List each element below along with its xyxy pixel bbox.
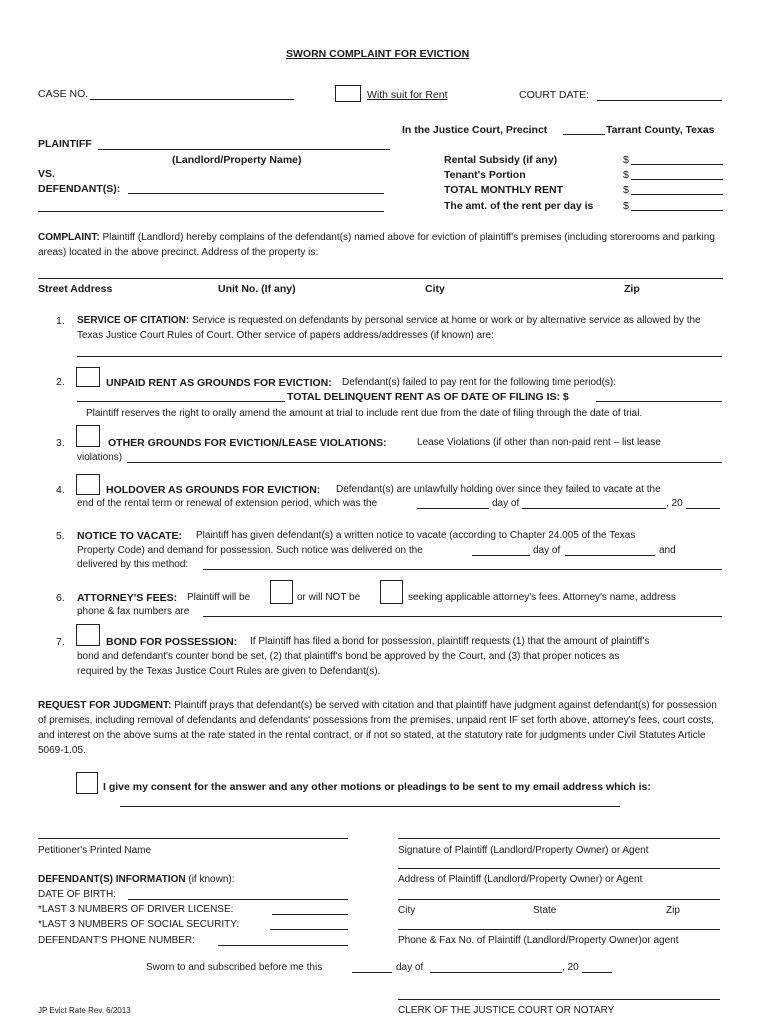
item-2-reserve-text: Plaintiff reserves the right to orally amend the amount at trial to include rent due from the date of filing through the date of trial. xyxy=(86,408,643,419)
plaintiff-phone-line[interactable] xyxy=(398,929,720,930)
dob-field[interactable] xyxy=(128,899,348,900)
lease-violations-field[interactable] xyxy=(127,462,722,463)
item-6-phone-label: phone & fax numbers are xyxy=(77,606,190,617)
item-3-continued: violations) xyxy=(77,452,123,463)
holdover-checkbox[interactable] xyxy=(76,474,100,495)
item-4-text: Defendant(s) are unlawfully holding over since they failed to vacate at the xyxy=(336,484,661,495)
defendants-field-2[interactable] xyxy=(38,211,384,212)
item-4-continued: end of the rental term or renewal of extension period, which was the xyxy=(77,498,378,509)
case-no-label: CASE NO. xyxy=(38,88,89,100)
clerk-signature-line[interactable] xyxy=(398,999,720,1000)
street-address-label: Street Address xyxy=(38,283,113,295)
petitioner-name-label: Petitioner's Printed Name xyxy=(38,845,152,856)
item-5-text: Plaintiff has given defendant(s) a written notice to vacate (according to Chapter 24.005 of the Texas xyxy=(196,530,636,541)
defendants-field-1[interactable] xyxy=(128,193,384,194)
rental-subsidy-label: Rental Subsidy (if any) xyxy=(444,154,558,166)
item-5-line-3: delivered by this method: xyxy=(77,559,189,570)
ssn-label: *LAST 3 NUMBERS OF SOCIAL SECURITY: xyxy=(38,919,240,930)
service-address-field[interactable] xyxy=(77,356,722,357)
defendant-info-label: DEFENDANT(S) INFORMATION xyxy=(38,874,186,885)
unit-no-label: Unit No. (If any) xyxy=(218,283,296,295)
item-2-text: Defendant(s) failed to pay rent for the following time period(s): xyxy=(342,377,617,388)
item-1-text: Service is requested on defendants by personal service at home or work or by alternative service as allowed by the Texas Justice Court Rules of Court. Other service of papers address/addresses (if known) are: xyxy=(77,315,701,341)
court-date-field[interactable] xyxy=(597,100,722,101)
complaint-text: Plaintiff (Landlord) hereby complains of the defendant(s) named above for eviction of plaintiff's premises (including storerooms and parking areas) located in the above precinct. Address of the property is: xyxy=(38,232,715,258)
total-delinquent-label: TOTAL DELINQUENT RENT AS OF DATE OF FILING IS: $ xyxy=(287,391,569,403)
county-label: Tarrant County, Texas xyxy=(606,124,715,136)
attorney-info-field[interactable] xyxy=(203,616,722,617)
ssn-field[interactable] xyxy=(270,929,348,930)
complaint-paragraph xyxy=(38,230,718,260)
property-address-field[interactable] xyxy=(38,278,723,279)
court-date-label: COURT DATE: xyxy=(519,89,590,101)
precinct-field[interactable] xyxy=(563,134,605,135)
vs-label: VS. xyxy=(38,168,55,180)
justice-court-label: In the Justice Court, Precinct xyxy=(402,124,548,136)
tenant-portion-label: Tenant's Portion xyxy=(444,169,526,181)
item-3-number: 3. xyxy=(56,437,65,449)
item-1-label: SERVICE OF CITATION: xyxy=(77,315,190,326)
judgment-text: Plaintiff prays that defendant(s) be served with citation and that plaintiff have judgment against defendant(s) for possession of premises, including removal of defendants and defendants' possessions from the premises, unpaid rent IF set forth above, attorney's fees, court costs, and interest on the above sums at the rate stated in the rental contract, or if not so stated, at the statutory rate for judgments under Civil Statutes Article 5069-1.05. xyxy=(38,700,717,756)
time-period-field[interactable] xyxy=(77,401,285,402)
holdover-day-field[interactable] xyxy=(417,508,489,509)
item-6-will-be: Plaintiff will be xyxy=(187,592,251,603)
item-4-number: 4. xyxy=(56,484,65,496)
plaintiff-city-state-zip-line[interactable] xyxy=(398,899,720,900)
total-rent-label: TOTAL MONTHLY RENT xyxy=(444,184,564,196)
item-4-day-of: day of xyxy=(492,498,520,509)
defendant-phone-field[interactable] xyxy=(218,945,348,946)
attorney-fees-will-checkbox[interactable] xyxy=(270,580,293,604)
dollar-sign-1: $ xyxy=(623,154,629,166)
delivery-method-field[interactable] xyxy=(203,569,722,570)
item-5-number: 5. xyxy=(56,530,65,542)
dob-label: DATE OF BIRTH: xyxy=(38,889,116,900)
signature-label: Signature of Plaintiff (Landlord/Property Owner) or Agent xyxy=(398,845,649,856)
dollar-sign-2: $ xyxy=(623,169,629,181)
defendant-phone-label: DEFENDANT'S PHONE NUMBER: xyxy=(38,935,195,946)
delinquent-amount-field[interactable] xyxy=(596,401,722,402)
item-5-day-of: day of xyxy=(533,545,561,556)
sworn-year-field[interactable] xyxy=(582,972,612,973)
sworn-day-of: day of xyxy=(396,962,424,973)
plaintiff-city-label: City xyxy=(398,905,416,916)
plaintiff-address-label: Address of Plaintiff (Landlord/Property Owner) or Agent xyxy=(398,874,643,885)
judgment-label: REQUEST FOR JUDGMENT: xyxy=(38,700,172,711)
attorney-fees-will-not-checkbox[interactable] xyxy=(380,580,403,604)
item-3-text: Lease Violations (if other than non-paid rent – list lease xyxy=(417,437,661,448)
item-1-paragraph xyxy=(77,313,722,343)
landlord-name-label: (Landlord/Property Name) xyxy=(172,154,302,166)
notice-day-field[interactable] xyxy=(472,555,530,556)
license-field[interactable] xyxy=(272,914,348,915)
per-day-field[interactable] xyxy=(631,210,723,211)
footer-form-id: JP Evict Rate Rev. 6/2013 xyxy=(38,1006,131,1015)
defendant-info-note: (if known): xyxy=(188,874,235,885)
signature-field[interactable] xyxy=(398,838,720,839)
item-5-and: and xyxy=(659,545,676,556)
dollar-sign-3: $ xyxy=(623,184,629,196)
holdover-month-field[interactable] xyxy=(522,508,666,509)
zip-label: Zip xyxy=(624,283,640,295)
defendant-info-heading xyxy=(38,874,234,885)
item-7-number: 7. xyxy=(56,636,65,648)
item-2-label: UNPAID RENT AS GROUNDS FOR EVICTION: xyxy=(106,377,332,389)
plaintiff-zip-label: Zip xyxy=(666,905,680,916)
sworn-day-field[interactable] xyxy=(352,972,392,973)
city-label: City xyxy=(425,283,445,295)
with-suit-label: With suit for Rent xyxy=(367,89,448,101)
email-consent-label: I give my consent for the answer and any other motions or pleadings to be sent to my email address which is: xyxy=(103,781,651,793)
sworn-year: , 20 xyxy=(562,962,579,973)
rent-per-day-label: The amt. of the rent per day is xyxy=(444,200,594,212)
item-7-text: If Plaintiff has filed a bond for possession, plaintiff requests (1) that the amount of plaintiff's xyxy=(250,636,650,647)
with-suit-checkbox[interactable] xyxy=(335,85,361,102)
tenant-portion-field[interactable] xyxy=(631,179,723,180)
bond-possession-checkbox[interactable] xyxy=(76,624,100,646)
item-3-label: OTHER GROUNDS FOR EVICTION/LEASE VIOLATIONS: xyxy=(108,437,387,449)
item-6-seeking: seeking applicable attorney's fees. Attorney's name, address xyxy=(408,592,676,603)
item-2-number: 2. xyxy=(56,376,65,388)
sworn-month-field[interactable] xyxy=(430,972,562,973)
total-rent-field[interactable] xyxy=(631,194,723,195)
judgment-paragraph xyxy=(38,698,724,758)
plaintiff-field[interactable] xyxy=(98,149,390,150)
defendants-label: DEFENDANT(S): xyxy=(38,183,121,195)
item-4-label: HOLDOVER AS GROUNDS FOR EVICTION: xyxy=(106,484,321,496)
plaintiff-address-line[interactable] xyxy=(398,868,720,869)
clerk-label: CLERK OF THE JUSTICE COURT OR NOTARY xyxy=(398,1005,615,1016)
notice-month-field[interactable] xyxy=(565,555,655,556)
item-6-will-not-be: or will NOT be xyxy=(297,592,361,603)
sworn-text: Sworn to and subscribed before me this xyxy=(146,962,323,973)
item-4-year: , 20 xyxy=(666,498,683,509)
plaintiff-state-label: State xyxy=(533,905,557,916)
license-label: *LAST 3 NUMBERS OF DRIVER LICENSE: xyxy=(38,904,234,915)
petitioner-name-field[interactable] xyxy=(38,838,348,839)
unpaid-rent-checkbox[interactable] xyxy=(76,367,100,387)
item-7-line-2: bond and defendant's counter bond be set, (2) that plaintiff's bond be approved by the Court, and (3) that proper notices as xyxy=(77,651,620,662)
case-no-field[interactable] xyxy=(90,99,294,100)
email-field[interactable] xyxy=(120,806,620,807)
item-6-label: ATTORNEY'S FEES: xyxy=(77,592,178,604)
page-title: SWORN COMPLAINT FOR EVICTION xyxy=(286,48,470,60)
other-grounds-checkbox[interactable] xyxy=(76,425,100,447)
item-7-label: BOND FOR POSSESSION: xyxy=(106,636,238,648)
email-consent-checkbox[interactable] xyxy=(76,772,98,794)
item-7-line-3: required by the Texas Justice Court Rules are given to Defendant(s). xyxy=(77,666,381,677)
item-5-label: NOTICE TO VACATE: xyxy=(77,530,182,542)
complaint-label: COMPLAINT: xyxy=(38,232,100,243)
plaintiff-label: PLAINTIFF xyxy=(38,138,92,150)
item-6-number: 6. xyxy=(56,592,65,604)
plaintiff-phone-label: Phone & Fax No. of Plaintiff (Landlord/Property Owner)or agent xyxy=(398,935,679,946)
subsidy-field[interactable] xyxy=(631,164,723,165)
item-5-line-2: Property Code) and demand for possession. Such notice was delivered on the xyxy=(77,545,423,556)
holdover-year-field[interactable] xyxy=(686,508,720,509)
item-1-number: 1. xyxy=(56,315,65,327)
dollar-sign-4: $ xyxy=(623,200,629,212)
